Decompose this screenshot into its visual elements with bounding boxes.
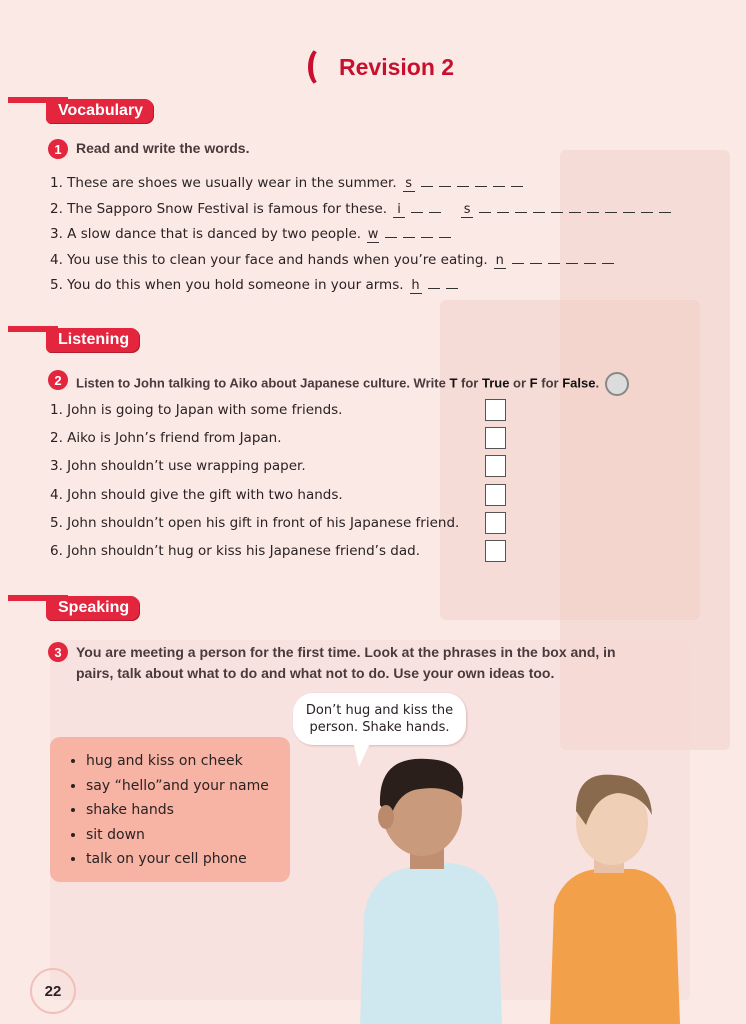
vocabulary-question xyxy=(50,201,677,218)
letter-blank[interactable] xyxy=(439,186,451,187)
letter-blank[interactable] xyxy=(479,212,491,213)
exercise-number: 3 xyxy=(48,642,68,662)
letter-blank[interactable]: w xyxy=(367,227,379,242)
phrase-item: • shake hands xyxy=(86,798,290,823)
true-false-answer-box[interactable] xyxy=(485,540,506,562)
page-title-text: Revision 2 xyxy=(339,53,455,80)
exercise-number: 1 xyxy=(48,139,68,159)
instruction-part: False xyxy=(562,375,596,391)
letter-blank[interactable]: i xyxy=(393,202,405,218)
phrase-item: • sit down xyxy=(86,823,290,848)
boy-right-figure xyxy=(550,775,680,1024)
exercise-instruction xyxy=(48,139,249,159)
listening-statement: 6. John shouldn’t hug or kiss his Japanese friend’s dad. xyxy=(50,543,420,559)
true-false-answer-box[interactable] xyxy=(485,484,506,506)
instruction-text xyxy=(76,370,629,396)
letter-blank[interactable] xyxy=(548,263,560,264)
instruction-part: T xyxy=(449,375,458,391)
instruction-part: . xyxy=(595,375,600,391)
letter-blank[interactable] xyxy=(641,212,653,213)
question-text: 4. You use this to clean your face and hands when you’re eating. xyxy=(50,252,488,268)
section-label: Listening xyxy=(46,328,139,352)
instruction-part: Listen to John talking to Aiko about Japanese culture. Write xyxy=(76,375,450,391)
letter-blank[interactable] xyxy=(533,212,545,213)
question-text: 2. The Sapporo Snow Festival is famous for these. xyxy=(50,201,388,217)
letter-blank[interactable] xyxy=(497,212,509,213)
listening-statement: 5. John shouldn’t open his gift in front of his Japanese friend. xyxy=(50,515,460,531)
letter-blank[interactable] xyxy=(421,237,433,238)
phrase-item: • talk on your cell phone xyxy=(86,847,290,872)
letter-blank[interactable] xyxy=(421,186,433,187)
boy-left-figure xyxy=(360,759,502,1024)
letter-blank[interactable] xyxy=(530,263,542,264)
speech-line: Don’t hug and kiss the xyxy=(305,703,454,718)
letter-blank[interactable] xyxy=(569,212,581,213)
instruction-text xyxy=(76,642,616,684)
letter-blank[interactable] xyxy=(566,263,578,264)
letter-blank[interactable] xyxy=(429,212,441,213)
question-text: 3. A slow dance that is danced by two people. xyxy=(50,226,362,242)
question-text: 1. These are shoes we usually wear in the summer. xyxy=(50,175,397,191)
instruction-line: pairs, talk about what to do and what not to do. Use your own ideas too. xyxy=(76,665,555,681)
answer-blanks[interactable] xyxy=(393,201,677,218)
section-banner-speaking xyxy=(56,596,139,620)
cd-audio-icon[interactable] xyxy=(605,372,629,396)
true-false-answer-box[interactable] xyxy=(485,399,506,421)
instruction-part: for xyxy=(457,375,482,391)
section-label: Vocabulary xyxy=(46,99,153,123)
speech-line: person. Shake hands. xyxy=(309,720,450,735)
listening-statement: 1. John is going to Japan with some friends. xyxy=(50,402,343,418)
section-banner-listening xyxy=(56,328,139,352)
boys-illustration xyxy=(350,755,690,1024)
vocabulary-question xyxy=(50,226,457,243)
instruction-part: True xyxy=(481,375,510,391)
letter-blank[interactable] xyxy=(551,212,563,213)
letter-blank[interactable] xyxy=(605,212,617,213)
answer-blanks[interactable] xyxy=(403,175,529,192)
letter-blank[interactable] xyxy=(623,212,635,213)
exercise-instruction xyxy=(48,642,616,684)
listening-statement: 2. Aiko is John’s friend from Japan. xyxy=(50,430,282,446)
letter-blank[interactable] xyxy=(475,186,487,187)
instruction-text: Read and write the words. xyxy=(76,140,250,156)
letter-blank[interactable] xyxy=(493,186,505,187)
instruction-line: You are meeting a person for the first time. Look at the phrases in the box and, in xyxy=(76,644,616,660)
page-number: 22 xyxy=(30,968,76,1014)
phrase-box xyxy=(50,737,290,882)
section-label: Speaking xyxy=(46,596,139,620)
letter-blank[interactable]: n xyxy=(495,253,504,268)
answer-blanks[interactable] xyxy=(367,226,457,243)
letter-blank[interactable]: s xyxy=(403,176,415,192)
letter-blank[interactable] xyxy=(411,212,423,213)
letter-blank[interactable] xyxy=(587,212,599,213)
letter-blank[interactable]: s xyxy=(461,202,473,218)
letter-blank[interactable] xyxy=(659,212,671,213)
letter-blank[interactable]: h xyxy=(411,278,420,293)
exercise-instruction xyxy=(48,370,629,396)
letter-blank[interactable] xyxy=(512,263,524,264)
page-title xyxy=(308,45,454,89)
vocabulary-question xyxy=(50,175,529,192)
background-illustration xyxy=(440,300,700,620)
letter-blank[interactable] xyxy=(515,212,527,213)
true-false-answer-box[interactable] xyxy=(485,512,506,534)
title-arc-icon xyxy=(308,47,333,87)
section-banner-vocabulary xyxy=(56,99,153,123)
letter-blank[interactable] xyxy=(428,288,440,289)
phrase-item: • hug and kiss on cheek xyxy=(86,749,290,774)
letter-blank[interactable] xyxy=(602,263,614,264)
instruction-part: F xyxy=(529,375,538,391)
letter-blank[interactable] xyxy=(439,237,451,238)
phrase-item: • say “hello”and your name xyxy=(86,774,290,799)
answer-blanks[interactable] xyxy=(494,252,620,269)
letter-blank[interactable] xyxy=(403,237,415,238)
question-text: 5. You do this when you hold someone in your arms. xyxy=(50,277,404,293)
letter-blank[interactable] xyxy=(446,288,458,289)
letter-blank[interactable] xyxy=(457,186,469,187)
listening-statement: 4. John should give the gift with two hands. xyxy=(50,487,343,503)
vocabulary-question xyxy=(50,252,620,269)
answer-blanks[interactable] xyxy=(410,277,464,294)
letter-blank[interactable] xyxy=(584,263,596,264)
instruction-part: for xyxy=(537,375,563,391)
speech-bubble xyxy=(293,693,466,745)
vocabulary-question xyxy=(50,277,464,294)
instruction-part: or xyxy=(509,375,530,391)
phrase-list xyxy=(50,749,290,872)
letter-blank[interactable] xyxy=(385,237,397,238)
true-false-answer-box[interactable] xyxy=(485,427,506,449)
letter-blank[interactable] xyxy=(511,186,523,187)
listening-statement: 3. John shouldn’t use wrapping paper. xyxy=(50,458,306,474)
true-false-answer-box[interactable] xyxy=(485,455,506,477)
exercise-number: 2 xyxy=(48,370,68,390)
